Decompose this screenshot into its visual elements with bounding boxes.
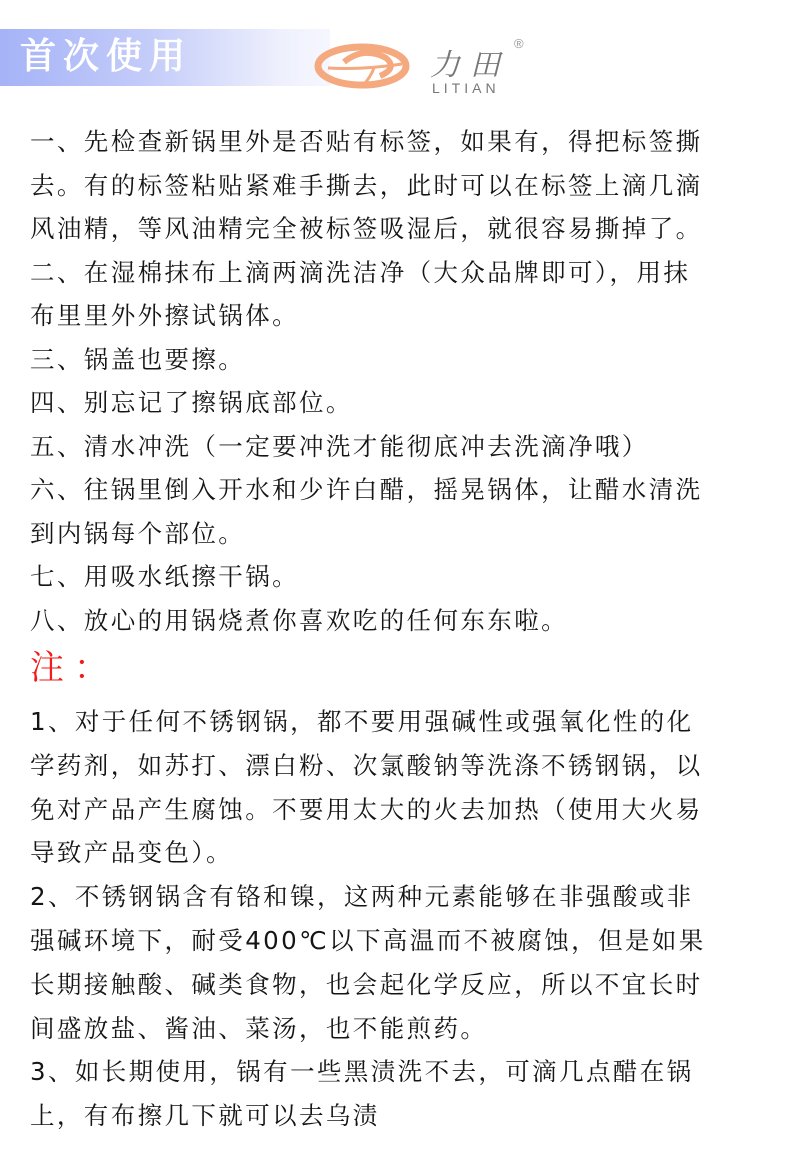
step-1-line-3: 风油精，等风油精完全被标签吸湿后，就很容易撕掉了。 <box>30 214 703 243</box>
step-6-line-2: 到内锅每个部位。 <box>30 518 246 548</box>
step-2-line-2: 布里里外外擦试锅体。 <box>30 301 299 330</box>
step-4-line-1: 四、别忘记了擦锅底部位。 <box>30 388 353 417</box>
registered-mark: ® <box>514 36 524 51</box>
step-8-line-1: 八、放心的用锅烧煮你喜欢吃的任何东东啦。 <box>30 605 568 635</box>
note-2-line-1: 2、不锈钢锅含有铬和镍，这两种元素能够在非强酸或非 <box>30 882 694 912</box>
note-1-line-3: 免对产品产生腐蚀。不要用太大的火去加热（使用大火易 <box>30 794 703 824</box>
note-3-line-1: 3、如长期使用，锅有一些黑渍洗不去，可滴几点醋在锅 <box>30 1057 694 1087</box>
notes-list <box>30 700 790 1138</box>
notes-heading: 注： <box>30 648 118 688</box>
note-2-line-2: 强碱环境下，耐受400℃以下高温而不被腐蚀，但是如果 <box>30 925 706 955</box>
section-title: 首次使用 <box>20 36 193 77</box>
step-1-line-2: 去。有的标签粘贴紧难手撕去，此时可以在标签上滴几滴 <box>30 170 703 200</box>
note-1-line-2: 学药剂，如苏打、漂白粉、次氯酸钠等洗涤不锈钢锅，以 <box>30 750 703 780</box>
instructions-body <box>30 120 790 1138</box>
litian-logo-icon <box>314 42 414 90</box>
brand-logo <box>314 38 554 98</box>
note-1-line-1: 1、对于任何不锈钢锅，都不要用强碱性或强氧化性的化 <box>30 707 694 736</box>
logo-chinese-text: 力田 <box>430 48 510 83</box>
logo-english-text: LITIAN <box>432 80 500 96</box>
note-2-line-3: 长期接触酸、碱类食物，也会起化学反应，所以不宜长时 <box>30 969 703 999</box>
steps-list <box>30 120 790 642</box>
step-1-line-1: 一、先检查新锅里外是否贴有标签，如果有，得把标签撕 <box>30 127 703 156</box>
note-1-line-4: 导致产品变色）。 <box>30 838 233 868</box>
step-3-line-1: 三、锅盖也要擦。 <box>30 344 246 374</box>
note-3-line-2: 上，有布擦几下就可以去乌渍 <box>30 1101 380 1131</box>
step-2-line-1: 二、在湿棉抹布上滴两滴洗洁净（大众品牌即可），用抹 <box>30 257 691 287</box>
step-5-line-1: 五、清水冲洗（一定要冲洗才能彻底冲去洗滴净哦） <box>30 431 649 461</box>
note-2-line-4: 间盛放盐、酱油、菜汤，也不能煎药。 <box>30 1013 488 1043</box>
step-7-line-1: 七、用吸水纸擦干锅。 <box>30 562 299 591</box>
section-banner <box>0 29 330 86</box>
step-6-line-1: 六、往锅里倒入开水和少许白醋，摇晃锅体，让醋水清洗 <box>30 475 703 504</box>
